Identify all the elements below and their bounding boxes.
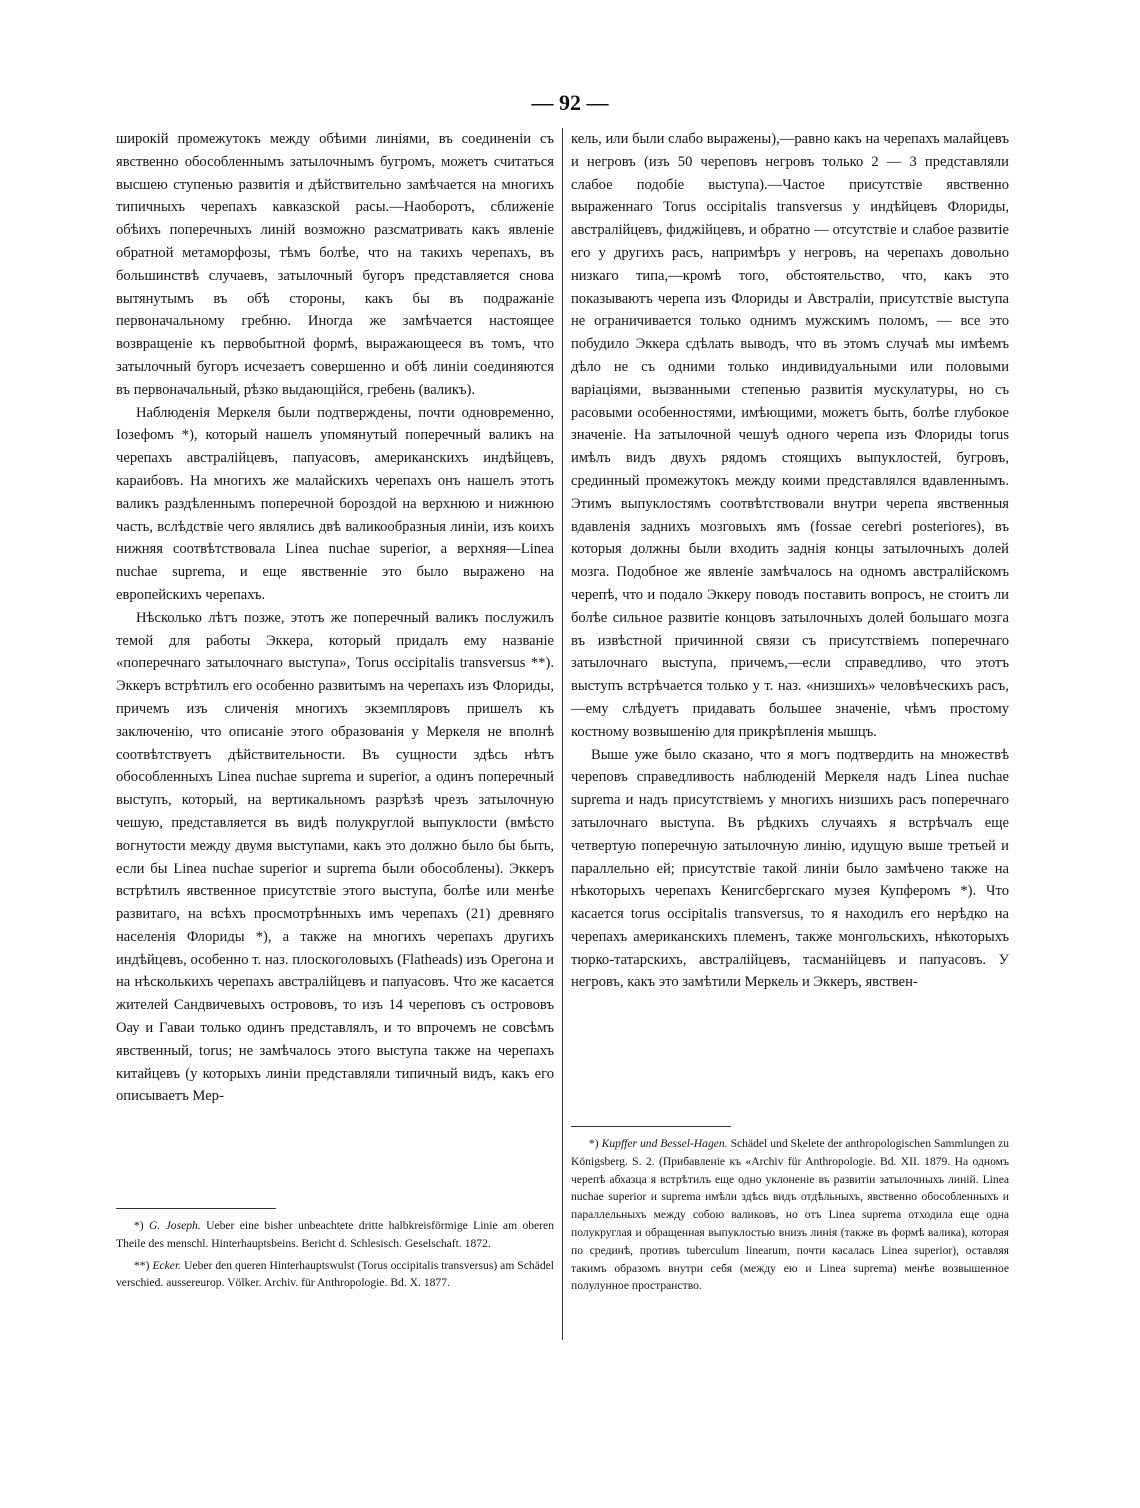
footnote-text: Ueber eine bisher unbeachtete dritte halbkreisförmige Linie am oberen Theile des menschl. Hinterhauptsbeins. Bericht d. Schlesisch. Geselschaft. 1872. (116, 1219, 554, 1250)
right-paragraph-1: кель, или были слабо выражены),—равно какъ на черепахъ малайцевъ и негровъ (изъ 50 череповъ негровъ только 2 — 3 представляли слабое подобіе выступа).—Частое присутствіе явственно выраженнаго Torus occipitalis transversus у индѣйцевъ Флориды, австралійцевъ, фиджійцевъ, и обратно — отсутствіе и слабое развитіе его у другихъ расъ, напримѣръ у негровъ, на черепахъ довольно низкаго типа,—кромѣ того, обстоятельство, что, какъ это показываютъ черепа изъ Флориды и Австраліи, присутствіе выступа не ограничивается только однимъ мужскимъ поломъ, — все это побудило Эккера сдѣлать выводъ, что въ этомъ случаѣ мы имѣемъ дѣло не съ одними только индивидуальными или половыми варіаціями, вызванными степенью развитія мускулатуры, но съ расовыми особенностями, имѣющими, можетъ быть, болѣе глубокое значеніе. На затылочной чешуѣ одного черепа изъ Флориды torus имѣлъ видъ двухъ рядомъ стоящихъ выпуклостей, бугровъ, срединный промежутокъ между коими представлялся вдавленнымъ. Этимъ выпуклостямъ соотвѣтствовали внутри черепа явственныя вдавленія заднихъ мозговыхъ ямъ (fossae cerebri posteriores), въ которыя должны были входить заднія концы затылочныхъ долей мозга. Подобное же явленіе замѣчалось на одномъ австралійскомъ черепѣ, что и подало Эккеру поводъ поставить вопросъ, не стоитъ ли болѣе сильное развитіе концовъ затылочныхъ долей большаго мозга въ извѣстной причинной связи съ присутствіемъ поперечнаго затылочнаго выступа, причемъ,—если справедливо, что этотъ выступъ встрѣчается только у т. наз. «низшихъ» человѣческихъ расъ,—ему слѣдуетъ придавать большее значеніе, чѣмъ простому костному возвышенію для прикрѣпленія мышцъ. (571, 131, 1009, 740)
right-column (571, 128, 1009, 994)
footnote-rule (571, 1126, 731, 1127)
footnote-marker: *) (589, 1137, 599, 1150)
footnote-marker: **) (134, 1258, 150, 1272)
footnotes-right (571, 1126, 1009, 1299)
footnote-marker: *) (134, 1219, 144, 1232)
footnote-rule (116, 1208, 276, 1209)
footnote-author: G. Joseph. (149, 1219, 201, 1232)
footnote-ecker (116, 1257, 554, 1293)
footnote-author: Kupffer und Bessel-Hagen. (601, 1137, 728, 1150)
column-divider (562, 128, 563, 1340)
left-paragraph-1: широкій промежутокъ между обѣими линіями, въ соединеніи съ явственно обособленнымъ затылочнымъ бугромъ, можетъ считаться высшею ступенью развитія и дѣйствительно замѣчается на многихъ типичныхъ черепахъ кавказской расы.—Наоборотъ, сближеніе обѣихъ поперечныхъ линій возможно разсматривать какъ явленіе обратной метаморфозы, тѣмъ болѣе, что на такихъ черепахъ, въ большинствѣ случаевъ, затылочный бугоръ представляется снова вытянутымъ въ обѣ стороны, какъ бы въ подражаніе первоначальному гребню. Иногда же замѣчается настоящее возвращеніе къ первобытной формѣ, выражающееся въ томъ, что затылочный бугоръ исчезаетъ совершенно и обѣ линіи соединяются въ первоначальный, рѣзко выдающійся, гребень (валикъ). (116, 131, 554, 398)
footnote-joseph (116, 1217, 554, 1253)
footnote-text: Schädel und Skelete der anthropologischen Sammlungen zu Königsberg. S. 2. (Прибавленіе къ «Archiv für Anthropologie. Bd. XII. 1879. На одномъ черепѣ абхазца я встрѣтилъ еще одно уклоненіе въ развитіи затылочныхъ линій. Linea nuchae superior и suprema имѣли здѣсь видъ отдѣльныхъ, явственно обособленныхъ и параллельныхъ между собою валиковъ, но отъ Linea suprema отходила еще одна полукруглая и обращенная выпуклостью внизъ линія (также въ формѣ валика), которая по срединѣ, противъ tuberculum linearum, почти касалась Linea superior), оставляя такимъ образомъ внутри себя (между ею и Linea suprema) менѣе возвышенное полулунное пространство. (571, 1137, 1010, 1293)
left-column (116, 128, 554, 1108)
left-paragraph-3: Нѣсколько лѣтъ позже, этотъ же поперечный валикъ послужилъ темой для работы Эккера, который придалъ ему названіе «поперечнаго затылочнаго выступа», Torus occipitalis transversus **). Эккеръ встрѣтилъ его особенно развитымъ на черепахъ изъ Флориды, причемъ изъ сличенія многихъ экземпляровъ пришелъ къ заключенію, что описаніе этого образованія у Меркеля не вполнѣ соотвѣтствуетъ дѣйствительности. Въ сущности здѣсь нѣтъ обособленныхъ Linea nuchae suprema и superior, а одинъ поперечный выступъ, который, на вертикальномъ разрѣзѣ чрезъ затылочную чешую, представляется въ видѣ полукруглой выпуклости (вмѣсто вогнутости между двумя выступами, какъ это должно было бы быть, если бы Linea nuchae superior и suprema были обособлены). Эккеръ встрѣтилъ явственное присутствіе этого выступа, болѣе или менѣе развитаго, на всѣхъ просмотрѣнныхъ имъ черепахъ (21) древняго населенія Флориды *), а также на многихъ черепахъ другихъ индѣйцевъ, особенно т. наз. плоскоголовыхъ (Flatheads) изъ Орегона и на нѣсколькихъ черепахъ австралійцевъ и папуасовъ. Что же касается жителей Сандвичевыхъ острововъ, то изъ 14 череповъ съ острововъ Оау и Гаваи только одинъ представлялъ, и то впрочемъ не совсѣмъ явственный, torus; не замѣчалось этого выступа также на черепахъ китайцевъ (у которыхъ линіи представляли типичный видъ, какъ его описываетъ Мер- (116, 609, 554, 1105)
page-number: — 92 — (531, 90, 609, 115)
right-paragraph-2: Выше уже было сказано, что я могъ подтвердить на множествѣ череповъ справедливость наблюденій Меркеля надъ Linea nuchae suprema и надъ присутствіемъ у многихъ низшихъ расъ поперечнаго затылочнаго выступа. Въ рѣдкихъ случаяхъ я встрѣчалъ еще четвертую поперечную затылочную линію, идущую выше третьей и параллельно ей; присутствіе такой линіи было замѣчено также на нѣкоторыхъ черепахъ Кенигсбергскаго музея Купферомъ *). Что касается torus occipitalis transversus, то я находилъ его нерѣдко на черепахъ американскихъ племенъ, также монгольскихъ, нѣкоторыхъ тюрко-татарскихъ, австралійцевъ, тасманійцевъ и папуасовъ. У негровъ, какъ это замѣтили Меркель и Эккеръ, явствен- (571, 746, 1009, 991)
footnote-text: Ueber den queren Hinterhauptswulst (Torus occipitalis transversus) am Schädel verschied. aussereurop. Völker. Archiv. für Anthropologie. Bd. X. 1877. (116, 1258, 554, 1290)
footnote-kupffer (571, 1135, 1009, 1295)
footnotes-left (116, 1208, 554, 1296)
footnote-author: Ecker. (152, 1258, 182, 1272)
left-paragraph-2: Наблюденія Меркеля были подтверждены, почти одновременно, Іозефомъ *), который нашелъ упомянутый поперечный валикъ на черепахъ австралійцевъ, папуасовъ, американскихъ индѣйцевъ, караибовъ. На многихъ же малайскихъ черепахъ онъ нашелъ этотъ валикъ раздѣленнымъ поперечной бороздой на верхнюю и нижнюю часть, вслѣдствіе чего являлись двѣ валикообразныя линіи, изъ коихъ нижняя соотвѣтствовала Linea nuchae superior, а верхняя—Linea nuchae suprema, и еще явственніе это было выражено на европейскихъ черепахъ. (116, 404, 554, 603)
